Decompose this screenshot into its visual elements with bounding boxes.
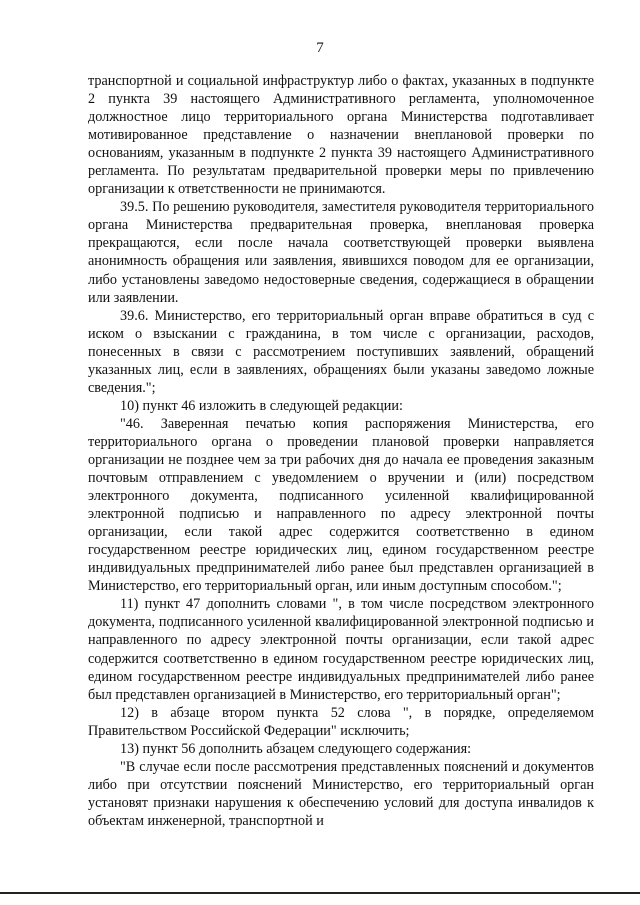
document-body bbox=[88, 72, 594, 830]
page-number: 7 bbox=[316, 40, 324, 56]
paragraph-item-12: 12) в абзаце втором пункта 52 слова ", в порядке, определяемом Правительством Российской Федерации" исключить; bbox=[88, 704, 594, 739]
paragraph-quote-56: "В случае если после рассмотрения представленных пояснений и документов либо при отсутствии пояснений Министерство, его территориальный орган установят признаки нарушения к обеспечению условий для доступа инвалидов к объектам инженерной, транспортной и bbox=[88, 758, 594, 829]
paragraph-continuation: транспортной и социальной инфраструктур либо о фактах, указанных в подпункте 2 пункта 39 настоящего Административного регламента, уполномоченное должностное лицо территориального органа Министерства подготавливает мотивированное представление о назначении внеплановой проверки по основаниям, указанным в подпункте 2 пункта 39 настоящего Административного регламента. По результатам предварительной проверки меры по привлечению организации к ответственности не принимаются. bbox=[88, 73, 594, 198]
paragraph-46: "46. Заверенная печатью копия распоряжения Министерства, его территориального органа о проведении плановой проверки направляется организации не позднее чем за три рабочих дня до начала ее проведения заказным почтовым отправлением с уведомлением о вручении и (или) посредством электронного документа, подписанного усиленной квалифицированной электронной подписью и направленного по адресу электронной почты организации, если такой адрес содержится соответственно в едином государственном реестре юридических лиц, едином государственном реестре индивидуальных предпринимателей либо ранее был представлен организацией в Министерство, его территориальный орган, или иным доступным способом."; bbox=[88, 415, 594, 595]
paragraph-39-5: 39.5. По решению руководителя, заместителя руководителя территориального органа Министерства предварительная проверка, внеплановая проверка прекращаются, если после начала соответствующей проверки выявлена анонимность обращения или заявления, явившихся поводом для ее организации, либо установлены заведомо недостоверные сведения, содержащиеся в обращении или заявлении. bbox=[88, 199, 594, 306]
paragraph-item-11: 11) пункт 47 дополнить словами ", в том числе посредством электронного документа, подписанного усиленной квалифицированной электронной подписью и направленного по адресу электронной почты организации, если такой адрес содержится соответственно в едином государственном реестре юридических лиц, едином государственном реестре индивидуальных предпринимателей либо ранее был представлен организацией в Министерство, его территориальный орган"; bbox=[88, 596, 594, 703]
paragraph-item-10: 10) пункт 46 изложить в следующей редакции: bbox=[120, 397, 403, 414]
paragraph-39-6: 39.6. Министерство, его территориальный орган вправе обратиться в суд с иском о взыскании с гражданина, в том числе с организации, расходов, понесенных в связи с рассмотрением поступивших заявлений, обращений указанных лиц, если в заявлениях, обращениях были указаны заведомо ложные сведения."; bbox=[88, 307, 594, 396]
bottom-divider bbox=[0, 892, 640, 894]
paragraph-item-13: 13) пункт 56 дополнить абзацем следующего содержания: bbox=[120, 740, 472, 757]
